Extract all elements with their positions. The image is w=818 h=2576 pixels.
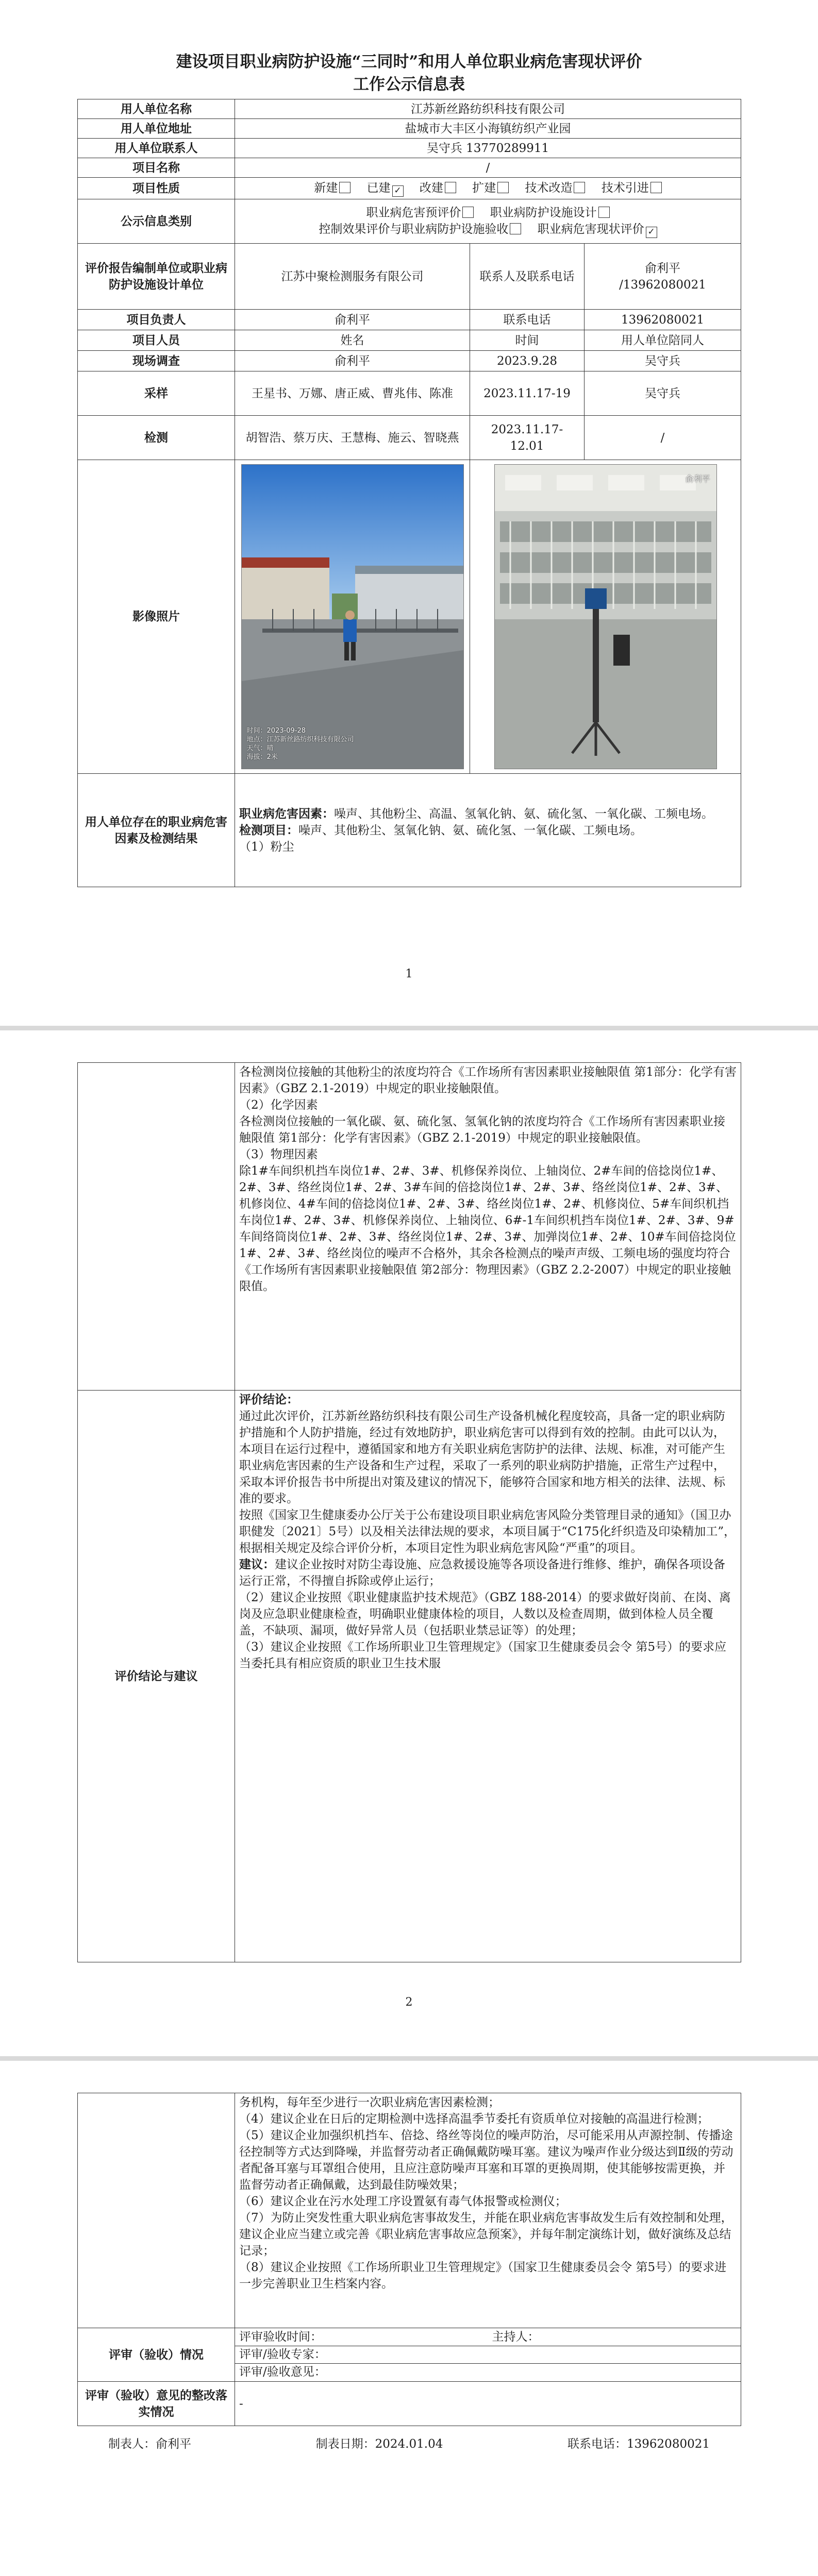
dust-heading: （1）粉尘 — [239, 840, 294, 854]
nature-option — [602, 181, 662, 195]
conclusion-title — [239, 1392, 737, 1408]
unit-addr: 盐城市大丰区小海镇纺织产业园 — [235, 119, 741, 139]
photo-label: 影像照片 — [78, 460, 235, 774]
rectify-label: 评审（验收）意见的整改落实情况 — [78, 2382, 235, 2426]
staff-row-label: 检测 — [78, 416, 235, 460]
review-host: 主持人： — [488, 2329, 741, 2346]
chem-heading: （2）化学因素 — [239, 1098, 318, 1112]
suggest-p6: （4）建议企业在日后的定期检测中选择高温季节委托有资质单位对接触的高温进行检测； — [239, 2112, 709, 2126]
hazards-content — [235, 774, 741, 887]
checkbox — [339, 182, 350, 193]
checkbox — [497, 182, 509, 193]
info-table — [77, 99, 741, 887]
page-1 — [0, 0, 818, 1030]
photo-cell-right — [470, 460, 741, 774]
page-3 — [0, 2061, 818, 2576]
staff-row-names: 俞利平 — [235, 351, 470, 371]
nature-option — [314, 181, 350, 195]
nature-option — [367, 181, 404, 195]
footer-maker: 制表人：俞利平 — [108, 2437, 191, 2451]
checkbox — [574, 182, 585, 193]
checkbox: ✓ — [392, 185, 404, 197]
staff-row-rep: 吴守兵 — [585, 351, 741, 371]
phys-heading: （3）物理因素 — [239, 1148, 318, 1161]
conclusion-content — [235, 1391, 741, 1962]
final-table — [77, 2093, 741, 2426]
suggest-heading: 建议： — [239, 1557, 275, 1571]
review-time: 评审验收时间： — [235, 2329, 488, 2346]
hazards-results — [235, 1063, 741, 1391]
table-footer — [77, 2434, 741, 2451]
indoor-scene-image — [495, 465, 716, 769]
org-label: 评价报告编制单位或职业病防护设施设计单位 — [78, 244, 235, 310]
lead-tel-label: 联系电话 — [470, 310, 585, 330]
unit-contact-label: 用人单位联系人 — [78, 139, 235, 158]
results-table — [77, 1062, 741, 1962]
project-nature-label: 项目性质 — [78, 178, 235, 199]
factors-title: 职业病危害因素： — [239, 806, 334, 821]
org-person-label: 联系人及联系电话 — [470, 244, 585, 310]
suggest-p7: （5）建议企业加强织机挡车、倍捻、络丝等岗位的噪声防治，尽可能采用从声源控制、传播途径控制等方式达到降噪，并监督劳动者正确佩戴防噪耳塞。建议为噪声作业分级达到Ⅱ级的劳动者配备耳塞与耳罩组合使用，且应注意防噪声耳塞和耳罩的更换周期，使其能够按需更换，并监督劳动者正确佩戴，达到最佳防噪效果； — [239, 2129, 733, 2192]
org-person-phone: /13962080021 — [619, 278, 706, 292]
staff-head-rep: 用人单位陪同人 — [585, 330, 741, 351]
review-blank — [488, 2346, 741, 2364]
category-option — [538, 223, 657, 236]
watermark-line: 天气：晴 — [246, 744, 274, 752]
org-person-name: 俞利平 — [645, 261, 680, 275]
checkbox — [598, 207, 610, 218]
staff-row-names: 王星书、万娜、唐正威、曹兆伟、陈准 — [235, 371, 470, 416]
review-content — [235, 2328, 741, 2382]
review-blank — [488, 2364, 741, 2381]
hazards-factors — [239, 806, 737, 822]
lead-name: 俞利平 — [235, 310, 470, 330]
conclusion-label-cont — [78, 2093, 235, 2328]
unit-addr-label: 用人单位地址 — [78, 119, 235, 139]
suggest-p — [239, 1556, 737, 1589]
photo-stamp: 俞利平 — [685, 474, 710, 484]
title-line-1: 建设项目职业病防护设施“三同时”和用人单位职业病危害现状评价 — [176, 53, 642, 71]
category-option — [366, 206, 474, 219]
watermark-line: 时间：2023-09-28 — [246, 727, 306, 735]
chem-result: 各检测岗位接触的一氧化碳、氨、硫化氢、氢氧化钠的浓度均符合《工作场所有害因素职业接触限值 第1部分：化学有害因素》（GBZ 2.1-2019）中规定的职业接触限值。 — [239, 1115, 725, 1145]
project-name-label: 项目名称 — [78, 158, 235, 178]
watermark-line: 地点：江苏新丝路纺织科技有限公司 — [246, 736, 354, 743]
project-nature-options — [235, 178, 741, 199]
staff-head-name: 姓名 — [235, 330, 470, 351]
option-text: 技术改造 — [525, 181, 573, 195]
nature-option — [525, 181, 585, 195]
review-opinion: 评审/验收意见： — [239, 2365, 326, 2379]
hazards-detect — [239, 822, 737, 839]
nature-option — [420, 181, 456, 195]
phys-result: 除1#车间织机挡车岗位1#、2#、3#、机修保养岗位、上轴岗位、2#车间的倍捻岗位1#、2#、3#、络丝岗位1#、2#、3#车间的倍捻岗位1#、2#、3#、络丝岗位1#、2#、3#、机修岗位、4#车间的倍捻岗位1#、2#、3#、络丝岗位1#、2#、机修岗位、5#车间织机挡车岗位1#、2#、3#、机修保养岗位、上轴岗位、6#-1车间织机挡车岗位1#、2#、3#、9#车间络筒岗位1#、2#、3#、络丝岗位1#、2#、3#、加弹岗位1#、2#、10#车间倍捻岗位1#、2#、3#、络丝岗位的噪声不合格外，其余各检测点的噪声声级、工频电场的强度均符合《工作场所有害因素职业接触限值 第2部分：物理因素》（GBZ 2.2-2007）中规定的职业接触限值。 — [239, 1164, 736, 1293]
category-label: 公示信息类别 — [78, 199, 235, 244]
conclusion-content-cont — [235, 2093, 741, 2328]
checkbox — [510, 223, 521, 234]
option-text: 已建 — [366, 181, 391, 195]
checkbox — [462, 207, 474, 218]
detect-title: 检测项目： — [239, 823, 298, 837]
category-options — [235, 199, 741, 244]
conclusion-label: 评价结论与建议 — [78, 1391, 235, 1962]
title-line-2: 工作公示信息表 — [353, 75, 465, 94]
option-text: 技术引进 — [601, 181, 649, 195]
option-text: 扩建 — [472, 181, 496, 195]
lead-label: 项目负责人 — [78, 310, 235, 330]
option-text: 职业病危害现状评价 — [537, 223, 644, 236]
category-option — [319, 223, 521, 236]
option-text: 职业病防护设施设计 — [490, 206, 597, 219]
detect-text: 噪声、其他粉尘、氢氧化钠、氨、硫化氢、一氧化碳、工频电场。 — [298, 823, 642, 837]
hazards-label: 用人单位存在的职业病危害因素及检测结果 — [78, 774, 235, 887]
site-photo-outdoor — [241, 464, 464, 769]
suggest-text: 建议企业按时对防尘毒设施、应急救援设施等各项设备进行维修、维护，确保各项设备运行正常，不得擅自拆除或停止运行； — [239, 1558, 725, 1588]
outdoor-scene-image — [242, 465, 463, 769]
staff-row-time: 2023.11.17-12.01 — [470, 416, 585, 460]
watermark-line: 海拔：2米 — [246, 753, 278, 761]
checkbox — [445, 182, 456, 193]
photo-watermark — [247, 726, 354, 761]
hazards-label-cont — [78, 1063, 235, 1391]
conclusion-heading: 评价结论： — [239, 1393, 298, 1406]
photo-cell-left — [235, 460, 470, 774]
page-title — [77, 50, 741, 96]
project-name: / — [235, 158, 741, 178]
category-option — [490, 206, 610, 219]
suggest-p5-end: 务机构，每年至少进行一次职业病危害因素检测； — [239, 2096, 500, 2109]
review-label: 评审（验收）情况 — [78, 2328, 235, 2382]
staff-row-time: 2023.9.28 — [470, 351, 585, 371]
review-experts: 评审/验收专家： — [235, 2346, 488, 2364]
dust-result: 各检测岗位接触的其他粉尘的浓度均符合《工作场所有害因素职业接触限值 第1部分：化学有害因素》（GBZ 2.1-2019）中规定的职业接触限值。 — [239, 1065, 737, 1095]
staff-row-rep: / — [585, 416, 741, 460]
staff-row-time: 2023.11.17-19 — [470, 371, 585, 416]
unit-name-label: 用人单位名称 — [78, 99, 235, 119]
conclusion-p2: 按照《国家卫生健康委办公厅关于公布建设项目职业病危害风险分类管理目录的通知》（国卫办职健发〔2021〕5号）以及相关法律法规的要求，本项目属于“C175化纤织造及印染精加工”，根据相关规定及综合评价分析，本项目定性为职业病危害风险“严重”的项目。 — [239, 1509, 736, 1555]
factors-text: 噪声、其他粉尘、高温、氢氧化钠、氨、硫化氢、一氧化碳、工频电场。 — [334, 807, 713, 821]
option-text: 改建 — [419, 181, 443, 195]
option-text: 新建 — [314, 181, 338, 195]
footer-tel: 联系电话：13962080021 — [567, 2437, 710, 2451]
option-text: 职业病危害预评价 — [366, 206, 461, 219]
suggest-p4: （2）建议企业按照《职业健康监护技术规范》（GBZ 188-2014）的要求做好岗前、在岗、离岗及应急职业健康检查，明确职业健康体检的项目，人数以及检查周期，做到体检人员全覆盖，不缺项、漏项，做好异常人员（包括职业禁忌证等）的处理； — [239, 1591, 731, 1637]
checkbox — [650, 182, 662, 193]
staff-row-names: 胡智浩、蔡万庆、王慧梅、施云、智晓燕 — [235, 416, 470, 460]
suggest-p9: （7）为防止突发性重大职业病危害事故发生，并能在职业病危害事故发生后有效控制和处理，建议企业应当建立或完善《职业病危害事故应急预案》，并每年制定演练计划，做好演练及总结记录； — [239, 2211, 733, 2258]
option-text: 控制效果评价与职业病防护设施验收 — [319, 223, 509, 236]
page-number: 1 — [405, 968, 413, 980]
unit-name: 江苏新丝路纺织科技有限公司 — [235, 99, 741, 119]
staff-row-rep: 吴守兵 — [585, 371, 741, 416]
lead-tel: 13962080021 — [585, 310, 741, 330]
footer-date: 制表日期：2024.01.04 — [315, 2437, 443, 2451]
unit-contact: 吴守兵 13770289911 — [235, 139, 741, 158]
review-grid — [235, 2329, 741, 2381]
site-photo-indoor — [494, 464, 717, 769]
staff-label: 项目人员 — [78, 330, 235, 351]
suggest-p8: （6）建议企业在污水处理工序设置氨有毒气体报警或检测仪； — [239, 2195, 567, 2208]
page-number: 2 — [405, 1996, 413, 2009]
nature-option — [472, 181, 509, 195]
page-2 — [0, 1030, 818, 2061]
suggest-p5-start: （3）建议企业按照《工作场所职业卫生管理规定》（国家卫生健康委员会令 第5号）的要求应当委托具有相应资质的职业卫生技术服 — [239, 1640, 727, 1670]
suggest-p10: （8）建议企业按照《工作场所职业卫生管理规定》（国家卫生健康委员会令 第5号）的要求进一步完善职业卫生档案内容。 — [239, 2261, 727, 2291]
org-name: 江苏中聚检测服务有限公司 — [235, 244, 470, 310]
checkbox: ✓ — [646, 227, 657, 238]
staff-row-label: 采样 — [78, 371, 235, 416]
staff-row-label: 现场调查 — [78, 351, 235, 371]
org-person — [585, 244, 741, 310]
rectify-value: - — [235, 2382, 741, 2426]
conclusion-p1: 通过此次评价，江苏新丝路纺织科技有限公司生产设备机械化程度较高，具备一定的职业病防护措施和个人防护措施，经过有效地防护，职业病危害可以得到有效的控制。由此可以认为，本项目在运行过程中，遵循国家和地方有关职业病危害防护的法律、法规、标准，对可能产生职业病危害因素的生产设备和生产过程，采取了一系列的职业病防护措施，正常生产过程中，采取本评价报告书中所提出对策及建议的情况下，能够符合国家和地方相关的法律、法规、标准的要求。 — [239, 1410, 725, 1505]
staff-head-time: 时间 — [470, 330, 585, 351]
